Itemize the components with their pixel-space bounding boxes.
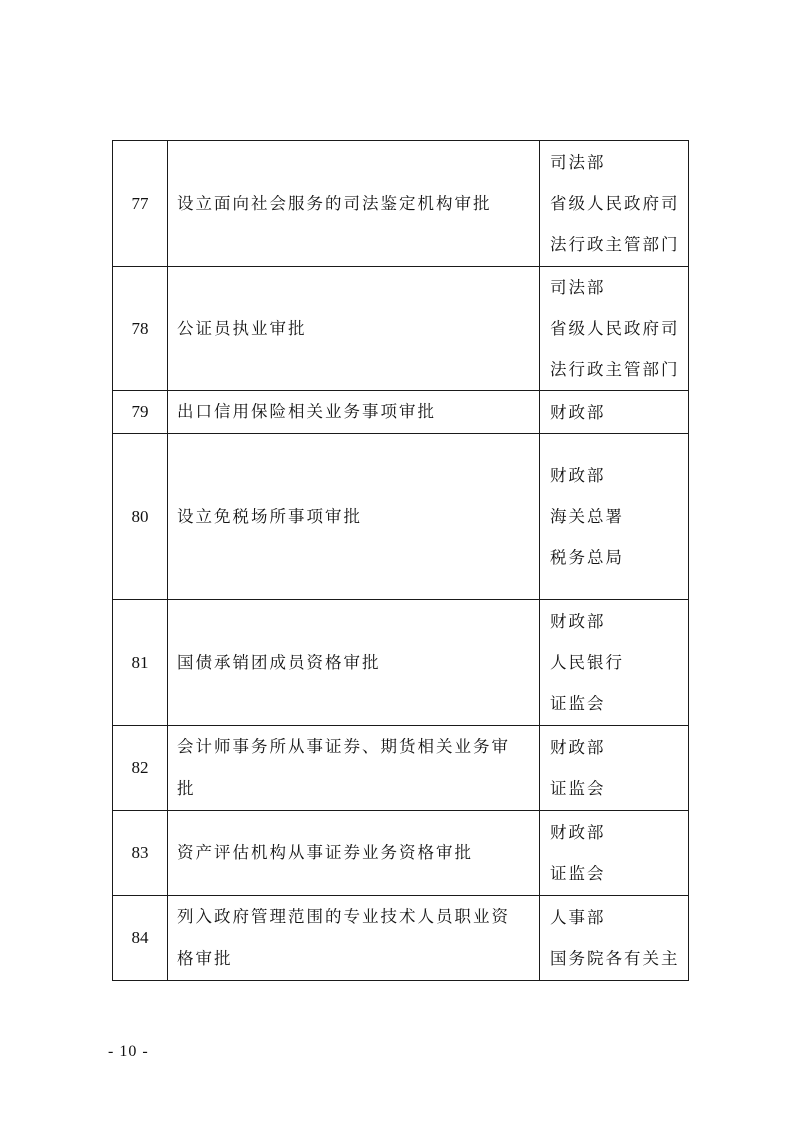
table-row — [113, 811, 689, 896]
row-number: 79 — [113, 391, 168, 434]
department-name: 财政部 — [550, 823, 606, 842]
department-name: 人事部 — [550, 908, 606, 927]
row-number: 83 — [113, 811, 168, 896]
department-name: 国务院各有关主 — [550, 949, 680, 968]
row-number: 82 — [113, 726, 168, 811]
department-cell — [540, 726, 689, 811]
row-number: 77 — [113, 141, 168, 267]
approval-item-cell — [168, 811, 540, 896]
department-name: 省级人民政府司 — [550, 194, 680, 213]
approval-item-text: 列入政府管理范围的专业技术人员职业资 — [177, 907, 510, 926]
approval-item-text: 设立免税场所事项审批 — [177, 506, 362, 526]
department-cell — [540, 267, 689, 391]
approval-item-text: 设立面向社会服务的司法鉴定机构审批 — [177, 193, 492, 213]
department-cell — [540, 600, 689, 726]
approval-item-cell — [168, 391, 540, 434]
approval-item-text: 出口信用保险相关业务事项审批 — [177, 402, 436, 421]
department-name: 司法部 — [550, 153, 606, 172]
department-name: 司法部 — [550, 278, 606, 297]
approval-item-text: 国债承销团成员资格审批 — [177, 652, 381, 672]
approval-item-cell — [168, 726, 540, 811]
table-row — [113, 896, 689, 981]
department-cell — [540, 811, 689, 896]
page-number: - 10 - — [108, 1043, 149, 1060]
approval-item-text: 批 — [177, 779, 196, 798]
department-name: 海关总署 — [550, 507, 624, 526]
approval-items-table — [112, 140, 689, 981]
department-name: 税务总局 — [550, 548, 624, 567]
approval-item-cell — [168, 267, 540, 391]
department-name: 财政部 — [550, 612, 606, 631]
department-cell — [540, 141, 689, 267]
department-name: 法行政主管部门 — [550, 235, 680, 254]
department-cell — [540, 434, 689, 600]
table-row — [113, 391, 689, 434]
department-name: 人民银行 — [550, 653, 624, 672]
approval-item-cell — [168, 141, 540, 267]
table-row — [113, 726, 689, 811]
approval-item-text: 公证员执业审批 — [177, 318, 307, 338]
table-body — [113, 141, 689, 981]
table-row — [113, 600, 689, 726]
table-row — [113, 434, 689, 600]
approval-item-cell — [168, 600, 540, 726]
department-name: 证监会 — [550, 694, 606, 713]
department-name: 法行政主管部门 — [550, 360, 680, 379]
row-number: 84 — [113, 896, 168, 981]
approval-item-cell — [168, 896, 540, 981]
table-row — [113, 141, 689, 267]
approval-item-text: 会计师事务所从事证券、期货相关业务审 — [177, 737, 510, 756]
table-row — [113, 267, 689, 391]
department-name: 证监会 — [550, 864, 606, 883]
department-name: 财政部 — [550, 738, 606, 757]
row-number: 81 — [113, 600, 168, 726]
approval-item-text: 格审批 — [177, 949, 233, 968]
department-cell — [540, 896, 689, 981]
department-name: 财政部 — [550, 402, 606, 422]
approval-item-text: 资产评估机构从事证券业务资格审批 — [177, 843, 473, 862]
department-name: 证监会 — [550, 779, 606, 798]
department-cell — [540, 391, 689, 434]
approval-item-cell — [168, 434, 540, 600]
department-name: 省级人民政府司 — [550, 319, 680, 338]
row-number: 80 — [113, 434, 168, 600]
row-number: 78 — [113, 267, 168, 391]
department-name: 财政部 — [550, 466, 606, 485]
